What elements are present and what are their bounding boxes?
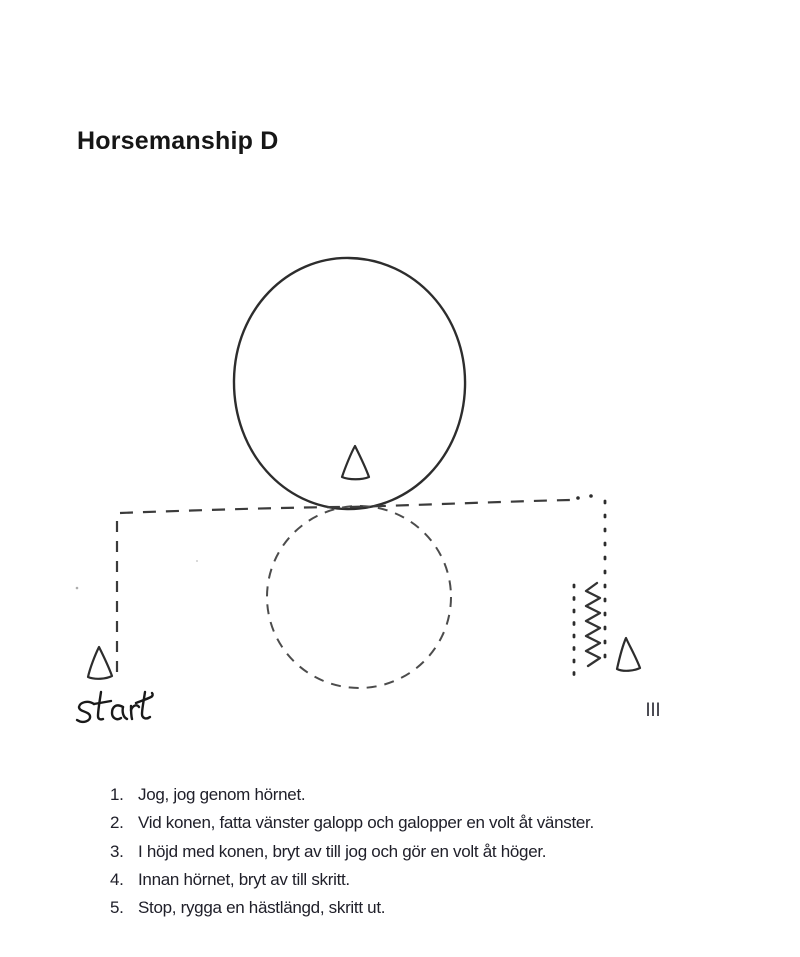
page-title: Horsemanship D — [77, 127, 279, 155]
scan-speck — [76, 587, 79, 590]
instruction-number: 4. — [110, 869, 124, 889]
instruction-item — [110, 866, 750, 894]
instruction-item — [110, 809, 750, 837]
instruction-list — [110, 781, 750, 922]
start-cone-icon — [88, 647, 112, 679]
instruction-text: Innan hörnet, bryt av till skritt. — [138, 869, 350, 889]
instruction-number: 2. — [110, 813, 124, 833]
instruction-item — [110, 838, 750, 866]
scan-speck — [196, 560, 198, 562]
instruction-number: 3. — [110, 841, 124, 861]
instruction-text: Vid konen, fatta vänster galopp och galopper en volt åt vänster. — [138, 813, 594, 833]
instruction-text: I höjd med konen, bryt av till jog och gör en volt åt höger. — [138, 841, 547, 861]
start-label-handwriting — [77, 692, 153, 722]
instruction-item — [110, 894, 750, 922]
instruction-text: Stop, rygga en hästlängd, skritt ut. — [138, 898, 386, 918]
corner-cone-icon — [617, 638, 640, 671]
solid-circle-icon — [234, 258, 465, 509]
instruction-number: 1. — [110, 785, 124, 804]
center-cone-icon — [342, 446, 369, 479]
rail-marker-text: lll — [646, 700, 661, 720]
dotted-track-corner-dot — [576, 496, 580, 500]
instruction-item — [110, 781, 750, 809]
instruction-number: 5. — [110, 898, 124, 918]
dotted-track-corner-dot — [589, 494, 593, 498]
backup-zigzag-icon — [586, 583, 600, 666]
dashed-circle-icon — [267, 506, 451, 688]
instruction-text: Jog, jog genom hörnet. — [138, 785, 306, 804]
